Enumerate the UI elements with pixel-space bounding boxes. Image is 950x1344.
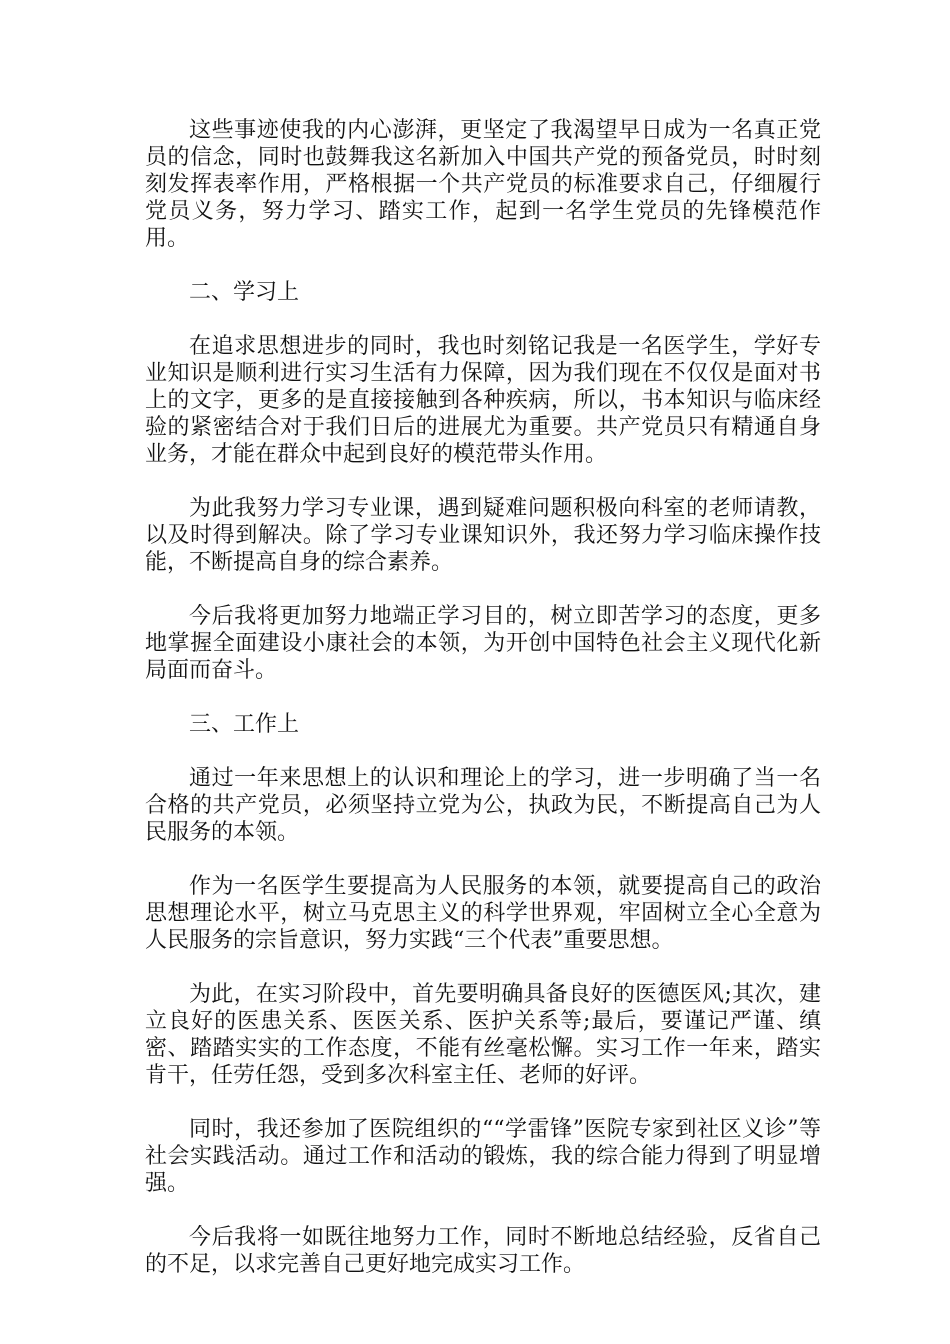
paragraph-work-internship: 为此，在实习阶段中，首先要明确具备良好的医德医风;其次，建立良好的医患关系、医医关系、医护关系等;最后，要谨记严谨、缜密、踏踏实实的工作态度，不能有丝毫松懈。实习工作一年来，踏实肯干，任劳任怨，受到多次科室主任、老师的好评。 [145,982,821,1088]
paragraph-work-future: 今后我将一如既往地努力工作，同时不断地总结经验，反省自己的不足，以求完善自己更好地完成实习工作。 [145,1225,821,1277]
paragraph-study-effort: 为此我努力学习专业课，遇到疑难问题积极向科室的老师请教，以及时得到解决。除了学习专业课知识外，我还努力学习临床操作技能，不断提高自身的综合素养。 [145,496,821,575]
paragraph-study-future: 今后我将更加努力地端正学习目的，树立即苦学习的态度，更多地掌握全面建设小康社会的本领，为开创中国特色社会主义现代化新局面而奋斗。 [145,604,821,683]
paragraph-work-service: 作为一名医学生要提高为人民服务的本领，就要提高自己的政治思想理论水平，树立马克思主义的科学世界观，牢固树立全心全意为人民服务的宗旨意识，努力实践“三个代表”重要思想。 [145,874,821,953]
paragraph-work-activities: 同时，我还参加了医院组织的““学雷锋”医院专家到社区义诊”等社会实践活动。通过工作和活动的锻炼，我的综合能力得到了明显增强。 [145,1117,821,1196]
document-body [145,117,821,1278]
section-heading-work: 三、工作上 [189,712,300,737]
paragraph-study-professional: 在追求思想进步的同时，我也时刻铭记我是一名医学生，学好专业知识是顺利进行实习生活有力保障，因为我们现在不仅仅是面对书上的文字，更多的是直接接触到各种疾病，所以，书本知识与临床经验的紧密结合对于我们日后的进展尤为重要。共产党员只有精通自身业务，才能在群众中起到良好的模范带头作用。 [145,334,821,467]
paragraph-work-understanding: 通过一年来思想上的认识和理论上的学习，进一步明确了当一名合格的共产党员，必须坚持立党为公，执政为民，不断提高自己为人民服务的本领。 [145,766,821,845]
paragraph-party-commitment: 这些事迹使我的内心澎湃，更坚定了我渴望早日成为一名真正党员的信念，同时也鼓舞我这名新加入中国共产党的预备党员，时时刻刻发挥表率作用，严格根据一个共产党员的标准要求自己，仔细履行党员义务，努力学习、踏实工作，起到一名学生党员的先锋模范作用。 [145,118,821,251]
section-heading-study: 二、学习上 [189,280,300,305]
